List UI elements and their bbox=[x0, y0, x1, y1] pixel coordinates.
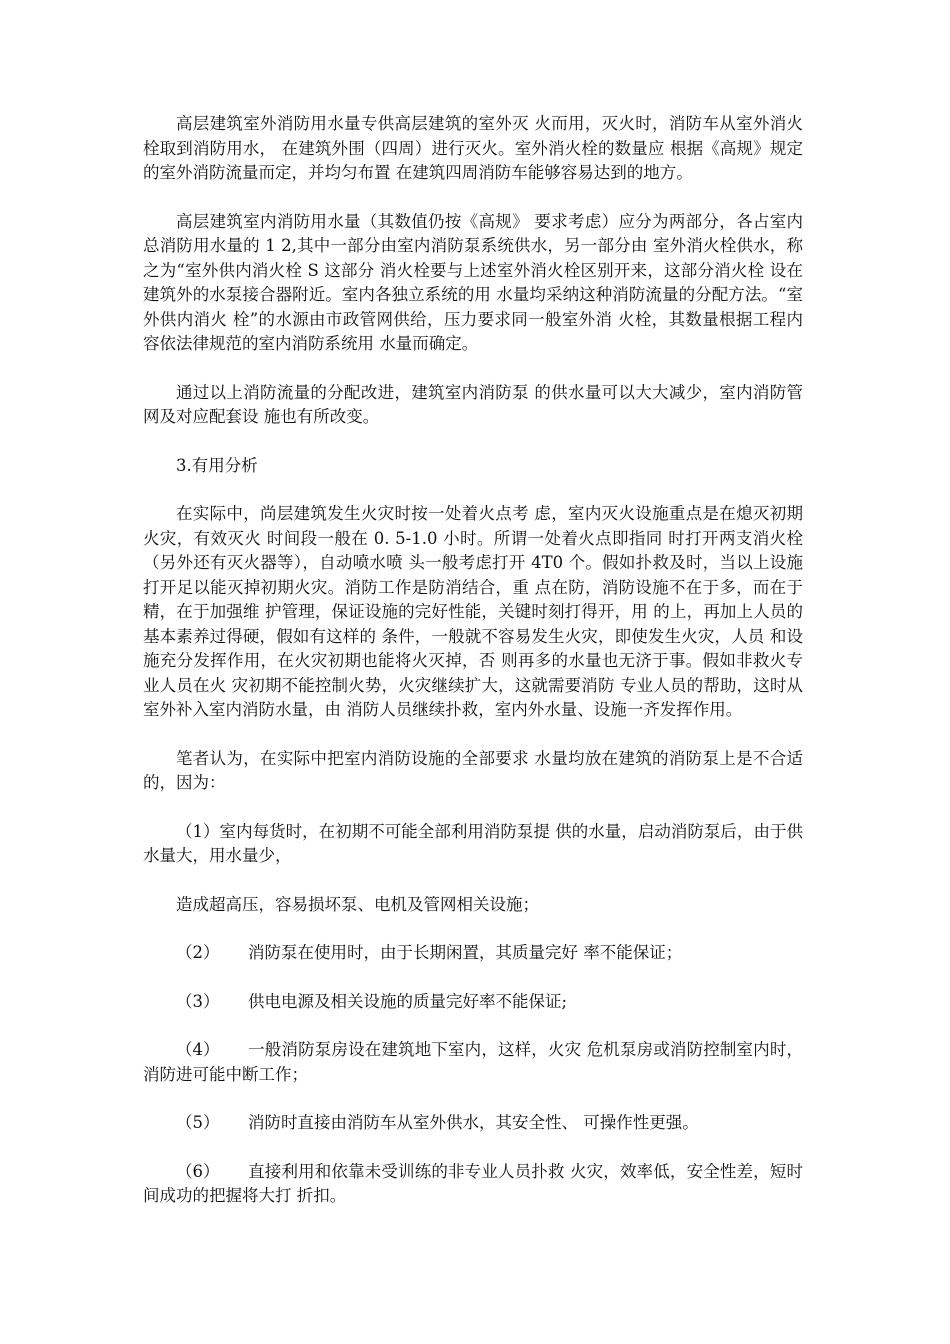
list-item-number: （2） bbox=[176, 943, 220, 962]
list-item-4 bbox=[143, 1038, 803, 1087]
section-heading: 3.有用分析 bbox=[176, 455, 258, 475]
list-item-number: （4） bbox=[176, 1040, 220, 1059]
list-item-text: 直接利用和依靠未受训练的非专业人员扑救 火灾，效率低，安全性差，短时间成功的把握将大打 折扣。 bbox=[143, 1161, 803, 1205]
paragraph-indoor-water: 高层建筑室内消防用水量（其数值仍按《高规》 要求考虑）应分为两部分，各占室内总消防用水量的 1 2,其中一部分由室内消防泵系统供水，另一部分由 室外消火栓供水，称之为“室外供内消火栓 S 这部分 消火栓要与上述室外消火栓区别开来，这部分消火栓 设在建筑外的水泵接合器附近。室内各独立系统的用 水量均采纳这种消防流量的分配方法。“室外供内消火 栓”的水源由市政管网供给，压力要求同一般室外消 火栓，其数量根据工程内容依法律规范的室内消防系统用 水量而确定。 bbox=[143, 211, 803, 353]
list-item-text: 供电电源及相关设施的质量完好率不能保证; bbox=[248, 991, 568, 1011]
list-item-text: 一般消防泵房设在建筑地下室内，这样，火灾 危机泵房或消防控制室内时，消防进可能中断工作； bbox=[143, 1040, 803, 1084]
list-item-number: （5） bbox=[176, 1113, 220, 1132]
paragraph-improvement: 通过以上消防流量的分配改进，建筑室内消防泵 的供水量可以大大减少，室内消防管网及对应配套设 施也有所改变。 bbox=[143, 382, 803, 426]
list-item-number: （6） bbox=[176, 1161, 220, 1181]
document-page bbox=[143, 112, 803, 1233]
list-item-text: 消防泵在使用时，由于长期闲置，其质量完好 率不能保证； bbox=[248, 943, 683, 962]
paragraph-analysis: 在实际中，尚层建筑发生火灾时按一处着火点考 虑，室内灭火设施重点是在熄灭初期火灾，有效灭火 时间段一般在 0. 5-1.0 小时。所谓一处着火点即指同 时打开两支消火栓（另外还有灭火器等），自动喷水喷 头一般考虑打开 4T0 个。假如扑救及时，当以上设施 打开足以能灭掉初期火灾。消防工作是防消结合，重 点在防，消防设施不在于多，而在于精，在于加强维 护管理，保证设施的完好性能，关键时刻打得开，用 的上，再加上人员的基本素养过得硬，假如有这样的 条件，一般就不容易发生火灾，即使发生火灾，人员 和设施充分发挥作用，在火灾初期也能将火灭掉，否 则再多的水量也无济于事。假如非救火专业人员在火 灾初期不能控制火势，火灾继续扩大，这就需要消防 专业人员的帮助，这时从室外补入室内消防水量，由 消防人员继续扑救，室内外水量、设施一齐发挥作用。 bbox=[143, 504, 803, 719]
list-item-2 bbox=[143, 941, 803, 966]
list-item-1: （1）室内每货时，在初期不可能全部利用消防泵提 供的水量，启动消防泵后，由于供水量大，用水量少， bbox=[143, 821, 803, 865]
list-item-1-continued: 造成超高压，容易损坏泵、电机及管网相关设施； bbox=[176, 894, 539, 914]
list-item-3 bbox=[143, 990, 803, 1015]
list-item-5 bbox=[143, 1111, 803, 1136]
list-item-number: （3） bbox=[176, 991, 220, 1011]
list-item-text: 消防时直接由消防车从室外供水，其安全性、 可操作性更强。 bbox=[248, 1113, 699, 1132]
paragraph-author-opinion: 笔者认为，在实际中把室内消防设施的全部要求 水量均放在建筑的消防泵上是不合适的，因为： bbox=[143, 748, 803, 792]
paragraph-outdoor-water: 高层建筑室外消防用水量专供高层建筑的室外灭 火而用，灭火时，消防车从室外消火栓取到消防用水， 在建筑外围（四周）进行灭火。室外消火栓的数量应 根据《高规》规定的室外消防流量而定，并均匀布置 在建筑四周消防车能够容易达到的地方。 bbox=[143, 114, 803, 182]
list-item-6 bbox=[143, 1160, 803, 1209]
